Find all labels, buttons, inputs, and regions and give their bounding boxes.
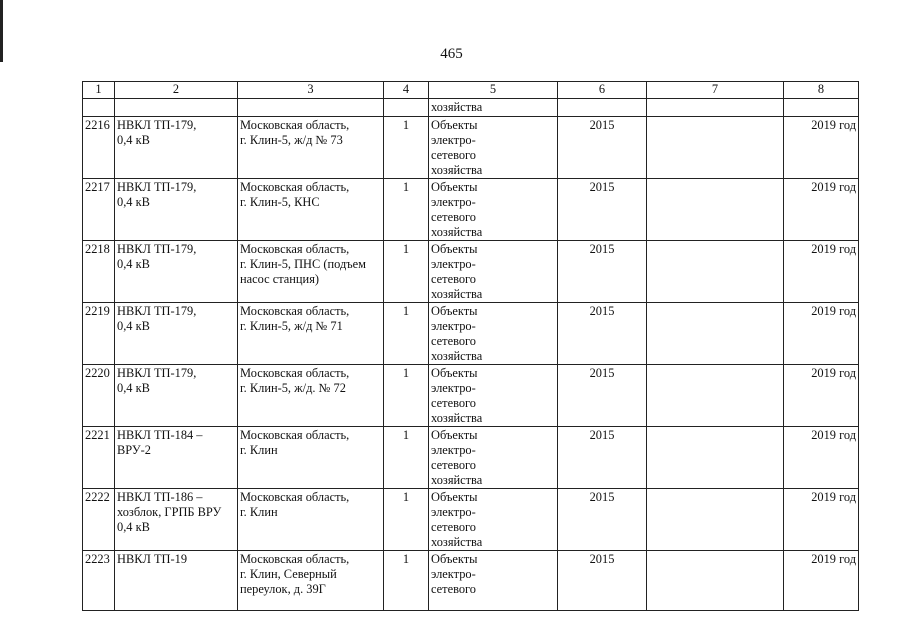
object-name-line: НВКЛ ТП-179, xyxy=(117,366,197,380)
object-type-line: электро- xyxy=(431,567,476,581)
object-name-line: НВКЛ ТП-19 xyxy=(117,552,188,566)
object-type-line: электро- xyxy=(431,505,476,519)
quantity-cell: 1 xyxy=(384,551,429,611)
year-cell: 2015 xyxy=(558,117,647,179)
object-type-line: электро- xyxy=(431,443,476,457)
row-number-cell: 2221 xyxy=(83,427,115,489)
quantity-cell: 1 xyxy=(384,427,429,489)
object-type-line: электро- xyxy=(431,257,476,271)
object-type-line: хозяйства xyxy=(431,163,483,177)
object-type-cell xyxy=(429,427,558,489)
due-date-cell: 2019 год xyxy=(784,365,859,427)
object-type-line: электро- xyxy=(431,319,476,333)
object-type-line: сетевого xyxy=(431,520,476,534)
object-type-line: Объекты xyxy=(431,242,478,256)
object-type-line: Объекты xyxy=(431,490,478,504)
due-date-cell: 2019 год xyxy=(784,303,859,365)
object-type-cell xyxy=(429,117,558,179)
column-7-cell xyxy=(647,303,784,365)
object-name-cell xyxy=(115,551,238,611)
row-number-cell: 2217 xyxy=(83,179,115,241)
registry-table xyxy=(82,81,859,611)
object-type-line: хозяйства xyxy=(431,411,483,425)
address-line: насос станция) xyxy=(240,272,320,286)
header-cell-6: 6 xyxy=(558,82,647,99)
object-type-line: Объекты xyxy=(431,304,478,318)
row-number-cell: 2220 xyxy=(83,365,115,427)
object-type-line: Объекты xyxy=(431,180,478,194)
year-cell: 2015 xyxy=(558,551,647,611)
object-type-cell xyxy=(429,551,558,611)
object-type-line: хозяйства xyxy=(431,225,483,239)
header-cell-5: 5 xyxy=(429,82,558,99)
object-name-line: 0,4 кВ xyxy=(117,257,150,271)
address-cell xyxy=(238,117,384,179)
object-type-line: Объекты xyxy=(431,552,478,566)
object-name-line: НВКЛ ТП-179, xyxy=(117,118,197,132)
year-cell: 2015 xyxy=(558,241,647,303)
object-type-line: хозяйства xyxy=(431,349,483,363)
object-name-line: хозблок, ГРПБ ВРУ xyxy=(117,505,222,519)
quantity-cell: 1 xyxy=(384,241,429,303)
object-type-line: хозяйства xyxy=(431,535,483,549)
column-7-cell xyxy=(647,241,784,303)
object-name-cell xyxy=(115,117,238,179)
table-row xyxy=(83,179,859,241)
header-row xyxy=(83,82,859,99)
due-date-cell: 2019 год xyxy=(784,489,859,551)
address-line: Московская область, xyxy=(240,304,350,318)
continuation-row xyxy=(83,99,859,117)
address-cell xyxy=(238,365,384,427)
object-name-line: НВКЛ ТП-179, xyxy=(117,304,197,318)
quantity-cell: 1 xyxy=(384,303,429,365)
row-number-cell: 2218 xyxy=(83,241,115,303)
address-cell xyxy=(238,427,384,489)
object-type-line: сетевого xyxy=(431,582,476,596)
object-type-line: Объекты xyxy=(431,118,478,132)
table-row xyxy=(83,303,859,365)
address-line: переулок, д. 39Г xyxy=(240,582,326,596)
address-line: г. Клин-5, ПНС (подъем xyxy=(240,257,367,271)
continuation-text: хозяйства xyxy=(429,99,558,117)
object-name-line: 0,4 кВ xyxy=(117,319,150,333)
row-number-cell: 2219 xyxy=(83,303,115,365)
column-7-cell xyxy=(647,551,784,611)
object-name-cell xyxy=(115,303,238,365)
header-cell-7: 7 xyxy=(647,82,784,99)
object-name-line: 0,4 кВ xyxy=(117,381,150,395)
object-type-line: электро- xyxy=(431,133,476,147)
address-line: Московская область, xyxy=(240,428,350,442)
year-cell: 2015 xyxy=(558,365,647,427)
object-name-cell xyxy=(115,365,238,427)
object-type-line: электро- xyxy=(431,195,476,209)
object-name-cell xyxy=(115,489,238,551)
header-cell-4: 4 xyxy=(384,82,429,99)
object-type-cell xyxy=(429,365,558,427)
due-date-cell: 2019 год xyxy=(784,427,859,489)
header-cell-2: 2 xyxy=(115,82,238,99)
object-type-cell xyxy=(429,303,558,365)
object-type-cell xyxy=(429,179,558,241)
row-number-cell: 2223 xyxy=(83,551,115,611)
address-line: Московская область, xyxy=(240,180,350,194)
address-line: Московская область, xyxy=(240,118,350,132)
object-type-line: хозяйства xyxy=(431,473,483,487)
object-type-line: сетевого xyxy=(431,272,476,286)
address-line: г. Клин xyxy=(240,505,278,519)
object-name-line: ВРУ-2 xyxy=(117,443,151,457)
object-type-line: сетевого xyxy=(431,396,476,410)
header-cell-1: 1 xyxy=(83,82,115,99)
column-7-cell xyxy=(647,179,784,241)
address-cell xyxy=(238,303,384,365)
address-line: г. Клин, Северный xyxy=(240,567,337,581)
header-cell-3: 3 xyxy=(238,82,384,99)
object-type-line: электро- xyxy=(431,381,476,395)
page-number: 465 xyxy=(440,46,463,62)
column-7-cell xyxy=(647,427,784,489)
object-name-cell xyxy=(115,179,238,241)
address-cell xyxy=(238,551,384,611)
address-cell xyxy=(238,489,384,551)
header-cell-8: 8 xyxy=(784,82,859,99)
year-cell: 2015 xyxy=(558,489,647,551)
quantity-cell: 1 xyxy=(384,365,429,427)
table-row xyxy=(83,427,859,489)
object-type-line: сетевого xyxy=(431,148,476,162)
column-7-cell xyxy=(647,489,784,551)
object-type-cell xyxy=(429,489,558,551)
object-type-line: хозяйства xyxy=(431,287,483,301)
object-name-line: НВКЛ ТП-186 – xyxy=(117,490,203,504)
object-type-cell xyxy=(429,241,558,303)
quantity-cell: 1 xyxy=(384,117,429,179)
address-line: Московская область, xyxy=(240,242,350,256)
address-cell xyxy=(238,179,384,241)
year-cell: 2015 xyxy=(558,427,647,489)
address-line: г. Клин-5, КНС xyxy=(240,195,320,209)
address-line: г. Клин-5, ж/д № 71 xyxy=(240,319,343,333)
due-date-cell: 2019 год xyxy=(784,241,859,303)
object-name-line: 0,4 кВ xyxy=(117,520,150,534)
table-row xyxy=(83,551,859,611)
table-row xyxy=(83,365,859,427)
table-row xyxy=(83,241,859,303)
address-cell xyxy=(238,241,384,303)
address-line: Московская область, xyxy=(240,552,350,566)
row-number-cell: 2216 xyxy=(83,117,115,179)
object-type-line: Объекты xyxy=(431,366,478,380)
object-name-line: 0,4 кВ xyxy=(117,133,150,147)
address-line: г. Клин-5, ж/д № 73 xyxy=(240,133,343,147)
object-type-line: сетевого xyxy=(431,334,476,348)
column-7-cell xyxy=(647,117,784,179)
quantity-cell: 1 xyxy=(384,179,429,241)
column-7-cell xyxy=(647,365,784,427)
table-row xyxy=(83,117,859,179)
year-cell: 2015 xyxy=(558,179,647,241)
address-line: г. Клин xyxy=(240,443,278,457)
object-type-line: сетевого xyxy=(431,458,476,472)
object-type-line: Объекты xyxy=(431,428,478,442)
object-name-line: 0,4 кВ xyxy=(117,195,150,209)
object-type-line: сетевого xyxy=(431,210,476,224)
row-number-cell: 2222 xyxy=(83,489,115,551)
object-name-line: НВКЛ ТП-179, xyxy=(117,180,197,194)
quantity-cell: 1 xyxy=(384,489,429,551)
due-date-cell: 2019 год xyxy=(784,551,859,611)
table-row xyxy=(83,489,859,551)
object-name-line: НВКЛ ТП-179, xyxy=(117,242,197,256)
address-line: Московская область, xyxy=(240,490,350,504)
due-date-cell: 2019 год xyxy=(784,117,859,179)
address-line: г. Клин-5, ж/д. № 72 xyxy=(240,381,346,395)
object-name-cell xyxy=(115,427,238,489)
year-cell: 2015 xyxy=(558,303,647,365)
address-line: Московская область, xyxy=(240,366,350,380)
due-date-cell: 2019 год xyxy=(784,179,859,241)
object-name-line: НВКЛ ТП-184 – xyxy=(117,428,203,442)
object-name-cell xyxy=(115,241,238,303)
